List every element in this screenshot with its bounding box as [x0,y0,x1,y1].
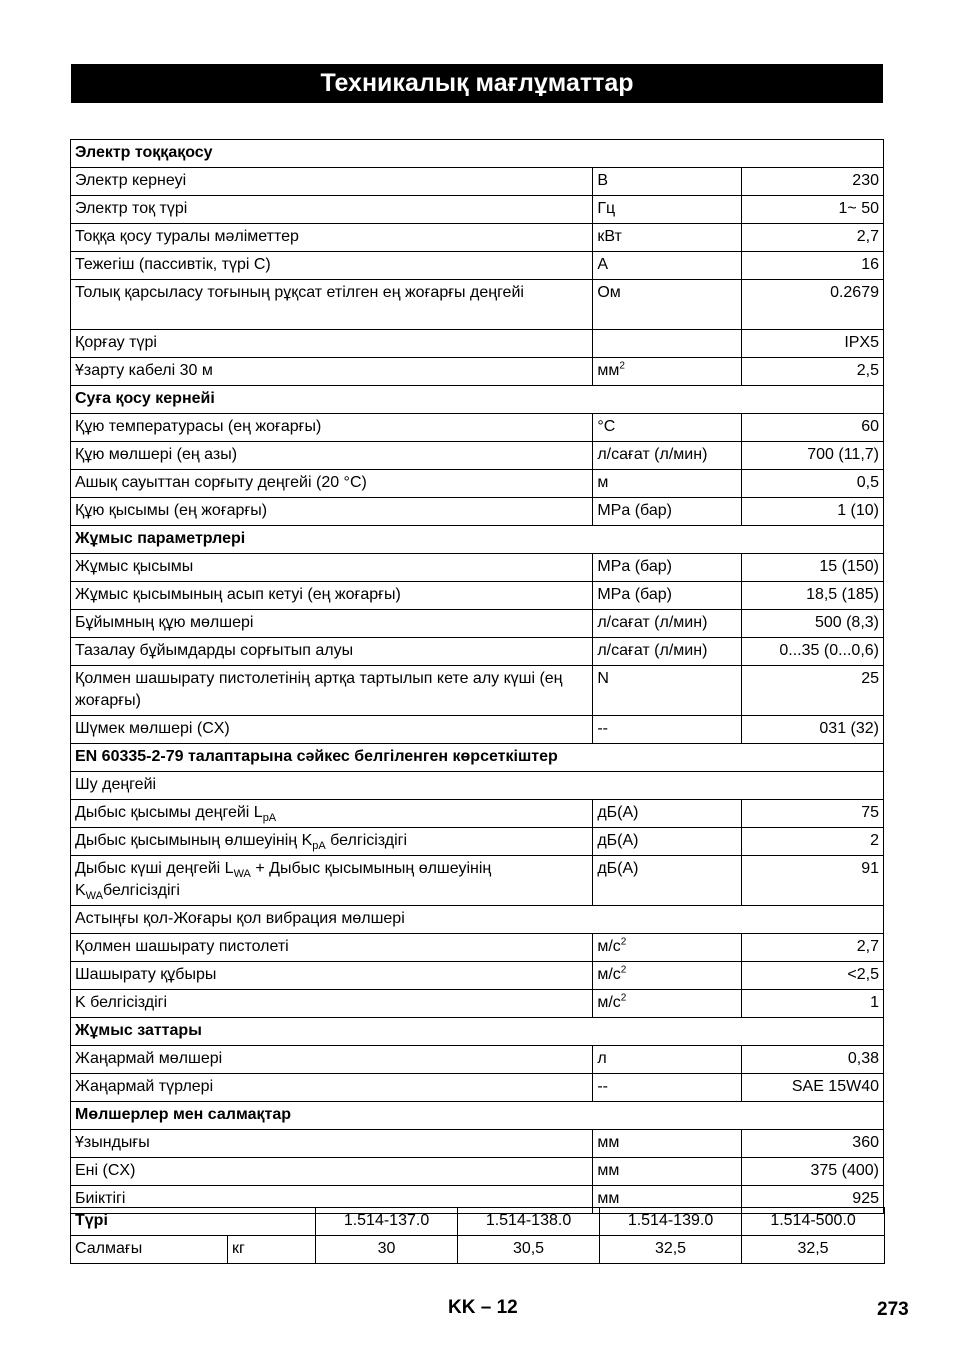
spec-value: 500 (8,3) [742,610,884,638]
spec-value: 1~ 50 [742,196,884,224]
spec-unit-text: Ом [597,284,621,301]
weight-value: 30,5 [458,1236,600,1264]
spec-unit [593,414,742,442]
spec-value: 15 (150) [742,554,884,582]
spec-label [71,252,593,280]
spec-value: 0...35 (0...0,6) [742,638,884,666]
spec-unit [593,470,742,498]
table-row [71,828,884,856]
section-heading: Жұмыс заттары [71,1018,884,1046]
spec-label [71,582,593,610]
table-row [71,990,884,1018]
spec-value: 60 [742,414,884,442]
spec-unit [593,1074,742,1102]
spec-unit [593,990,742,1018]
spec-unit [593,962,742,990]
table-row [71,1130,884,1158]
table-row [71,962,884,990]
spec-unit [593,1046,742,1074]
technical-data-table [70,139,884,1214]
table-row [71,772,884,800]
spec-label [71,414,593,442]
spec-label-text: Толық қарсыласу тоғының рұқсат етілген ең жоғарғы деңгейі [75,284,524,301]
spec-unit-text: В [597,172,609,189]
spec-label [71,470,593,498]
spec-label-text: Құю температурасы (ең жоғарғы) [75,418,322,435]
table-row [71,358,884,386]
table-row [71,196,884,224]
spec-unit-text: л/сағат (л/мин) [597,642,708,659]
spec-label [71,962,593,990]
spec-unit [593,280,742,330]
spec-value: 18,5 (185) [742,582,884,610]
spec-unit [593,828,742,856]
spec-label-text: + Дыбыс қысымының өлшеуінің K [75,860,492,899]
spec-label-text: Шашырату құбыры [75,966,217,983]
spec-label [71,990,593,1018]
spec-unit-text: л [597,1050,607,1067]
spec-unit [593,934,742,962]
spec-unit-text: кВт [597,228,622,245]
spec-value: IPX5 [742,330,884,358]
spec-unit-text: N [597,670,609,687]
spec-value: 2,7 [742,934,884,962]
spec-unit-superscript: 2 [619,360,625,372]
spec-unit-text: л/сағат (л/мин) [597,614,708,631]
weight-unit: кг [228,1236,316,1264]
spec-label [71,224,593,252]
table-row [71,906,884,934]
page-number: 273 [877,1299,909,1320]
spec-unit [593,610,742,638]
spec-value: 031 (32) [742,716,884,744]
table-row [71,638,884,666]
spec-label-text: Қолмен шашырату пистолеті [75,938,289,955]
spec-unit-text: MPa (бар) [597,586,672,603]
table-row [71,856,884,906]
spec-unit-superscript: 2 [620,964,627,976]
spec-value: 1 (10) [742,498,884,526]
spec-label [71,1130,593,1158]
spec-unit [593,498,742,526]
spec-unit [593,168,742,196]
spec-value: 2,5 [742,358,884,386]
spec-label [71,1046,593,1074]
table-row [71,224,884,252]
spec-label-subscript: pA [312,840,326,853]
table-row [71,744,884,772]
table-row [71,414,884,442]
spec-label-text: Қорғау түрі [75,334,157,351]
spec-value: 0.2679 [742,280,884,330]
spec-label-text: Ұзындығы [75,1134,150,1151]
spec-value: 75 [742,800,884,828]
spec-label-text: Тазалау бұйымдарды сорғытып алуы [75,642,354,659]
spec-label-text: белгісіздігі [102,882,180,899]
table-row [71,168,884,196]
spec-unit-text: Гц [597,200,616,217]
table-row [71,140,884,168]
spec-unit [593,196,742,224]
spec-value: 375 (400) [742,1158,884,1186]
spec-label [71,1158,593,1186]
spec-label [71,498,593,526]
spec-unit-text: -- [597,1078,608,1095]
spec-label-text: Бұйымның құю мөлшері [75,614,254,631]
table-row [71,610,884,638]
table-row [71,554,884,582]
spec-label-text: Биіктігі [75,1190,126,1207]
spec-value: 0,5 [742,470,884,498]
spec-unit-text: °C [597,418,616,435]
table-row [71,498,884,526]
spec-label-text: Қолмен шашырату пистолетінің артқа тартылып кете алу күші (ең жоғарғы) [75,670,563,709]
spec-label [71,554,593,582]
spec-label [71,638,593,666]
spec-label [71,1074,593,1102]
spec-label [71,610,593,638]
spec-value: 16 [742,252,884,280]
spec-unit [593,442,742,470]
spec-unit [593,666,742,716]
spec-label [71,716,593,744]
spec-label-text: Дыбыс қысымы деңгейі L [75,804,263,821]
spec-label-text: Тоққа қосу туралы мәліметтер [75,228,299,245]
table-row [71,1074,884,1102]
spec-label-subscript: WA [85,890,103,903]
spec-value: 2,7 [742,224,884,252]
spec-label [71,666,593,716]
spec-unit-text: дБ(A) [597,860,639,877]
type-label: Түрі [71,1208,316,1236]
subsection-label: Шу деңгейі [71,772,884,800]
table-row [71,442,884,470]
spec-unit-superscript: 2 [620,992,627,1004]
spec-label [71,358,593,386]
model-cell: 1.514-139.0 [600,1208,742,1236]
table-row [71,1158,884,1186]
spec-unit-text: л/сағат (л/мин) [597,446,708,463]
spec-unit-text: -- [597,720,608,737]
spec-label [71,196,593,224]
spec-value: 2 [742,828,884,856]
spec-value: <2,5 [742,962,884,990]
spec-label [71,442,593,470]
spec-label-text: Дыбыс қысымының өлшеуінің K [75,832,313,849]
spec-unit-text: мм [597,362,620,379]
spec-value: 230 [742,168,884,196]
spec-label-text: Жұмыс қысымы [75,558,194,575]
model-cell: 1.514-137.0 [316,1208,458,1236]
weight-table-row [71,1236,885,1264]
spec-unit [593,856,742,906]
model-cell: 1.514-138.0 [458,1208,600,1236]
weight-table-header-row [71,1208,885,1236]
spec-unit [593,358,742,386]
spec-label [71,828,593,856]
table-row [71,1018,884,1046]
table-row [71,1046,884,1074]
table-row [71,280,884,330]
spec-label-text: белгісіздігі [325,832,408,849]
spec-unit-text: м/с [597,966,621,983]
section-heading: Жұмыс параметрлері [71,526,884,554]
spec-label-subscript: WA [233,868,251,881]
spec-unit-text: м/с [597,938,621,955]
spec-value: 700 (11,7) [742,442,884,470]
spec-value: 360 [742,1130,884,1158]
spec-unit [593,716,742,744]
spec-unit-text: дБ(A) [597,804,639,821]
table-row [71,330,884,358]
spec-unit-text: мм [597,1162,620,1179]
spec-label-text: Электр тоқ түрі [75,200,188,217]
spec-unit [593,224,742,252]
spec-unit-text: MPa (бар) [597,502,672,519]
weight-table [70,1207,885,1264]
spec-unit [593,554,742,582]
model-cell: 1.514-500.0 [742,1208,885,1236]
spec-unit [593,330,742,358]
section-heading: EN 60335-2-79 талаптарына сәйкес белгіленген көрсеткіштер [71,744,884,772]
spec-label-text: Ұзарту кабелі 30 м [75,362,213,379]
table-row [71,386,884,414]
subsection-label: Астыңғы қол-Жоғары қол вибрация мөлшері [71,906,884,934]
spec-label-text: Тежегіш (пассивтік, түрі C) [75,256,271,273]
spec-unit [593,582,742,610]
footer-code: KK – 12 [448,1297,518,1318]
table-row [71,716,884,744]
table-row [71,526,884,554]
table-row [71,252,884,280]
spec-label-text: Дыбыс күші деңгейі L [75,860,234,877]
spec-label [71,934,593,962]
spec-unit-text: м [597,474,609,491]
spec-unit-text: м/с [597,994,621,1011]
table-row [71,800,884,828]
table-row [71,470,884,498]
spec-label-text: Құю мөлшері (ең азы) [75,446,238,463]
spec-label-text: Электр кернеуі [75,172,187,189]
table-row [71,934,884,962]
spec-label-text: Жаңармай түрлері [75,1078,214,1095]
spec-label [71,800,593,828]
table-row [71,1102,884,1130]
spec-label-text: K белгісіздігі [75,994,168,1011]
spec-unit-superscript: 2 [620,936,627,948]
spec-unit [593,800,742,828]
spec-label-text: Ашық сауыттан сорғыту деңгейі (20 °C) [75,474,367,491]
section-heading: Мөлшерлер мен салмақтар [71,1102,884,1130]
section-heading: Электр тоққақосу [71,140,884,168]
table-row [71,582,884,610]
spec-unit-text: дБ(A) [597,832,639,849]
spec-label-subscript: pA [262,812,277,825]
spec-unit [593,1130,742,1158]
spec-unit [593,252,742,280]
page-title: Техникалық мағлұматтар [71,64,883,103]
spec-value: 0,38 [742,1046,884,1074]
weight-value: 32,5 [600,1236,742,1264]
spec-label-text: Жұмыс қысымының асып кетуі (ең жоғарғы) [75,586,401,603]
spec-label [71,168,593,196]
spec-unit-text: A [597,256,609,273]
spec-unit [593,638,742,666]
spec-value: 1 [742,990,884,1018]
weight-value: 32,5 [742,1236,885,1264]
spec-label [71,856,593,906]
spec-unit [593,1158,742,1186]
spec-label [71,280,593,330]
spec-value: 925 [742,1186,884,1214]
spec-value: 91 [742,856,884,906]
weight-label: Салмағы [71,1236,228,1264]
spec-unit-text: MPa (бар) [597,558,672,575]
spec-unit-text: мм [597,1190,620,1207]
spec-label-text: Құю қысымы (ең жоғарғы) [75,502,268,519]
spec-value: SAE 15W40 [742,1074,884,1102]
spec-label [71,330,593,358]
spec-value: 25 [742,666,884,716]
spec-label-text: Ені (CX) [75,1162,136,1179]
spec-unit-text: мм [597,1134,620,1151]
spec-label-text: Шүмек мөлшері (CX) [75,720,230,737]
section-heading: Суға қосу кернейі [71,386,884,414]
table-row [71,666,884,716]
spec-label-text: Жаңармай мөлшері [75,1050,223,1067]
weight-value: 30 [316,1236,458,1264]
